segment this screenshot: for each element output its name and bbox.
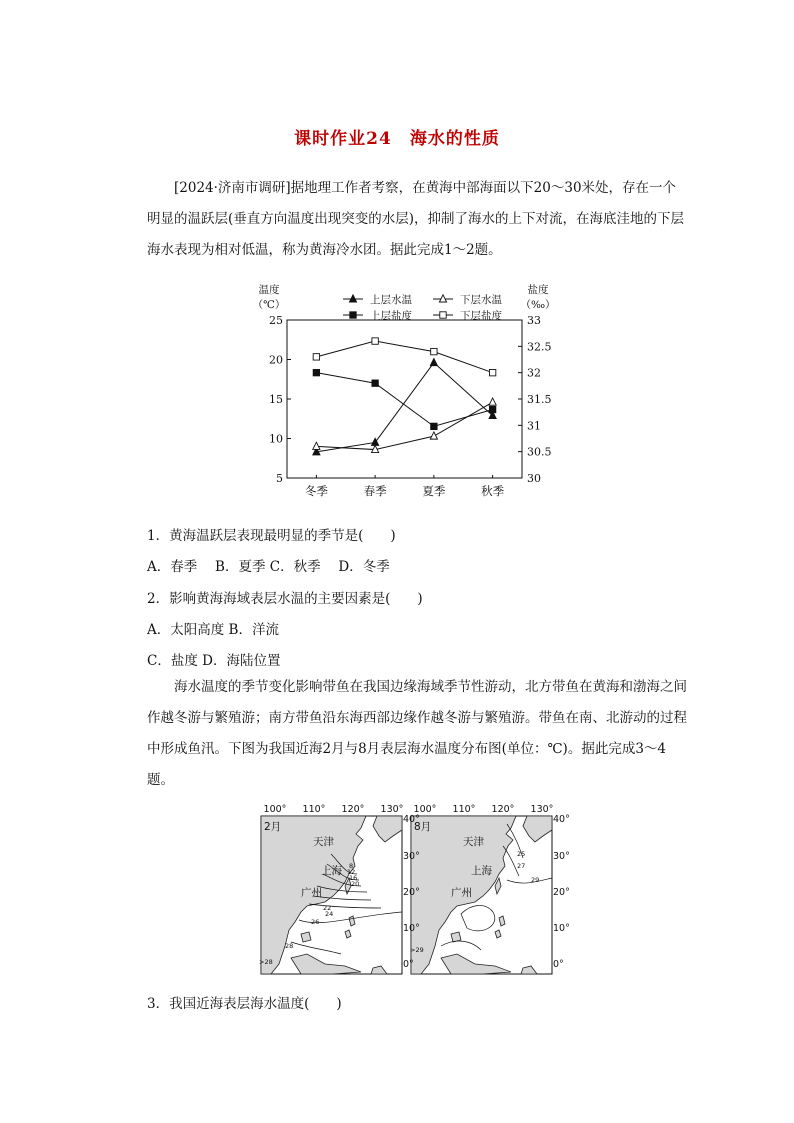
longitude-label: 100° bbox=[413, 804, 437, 815]
series-上层水温 bbox=[313, 358, 496, 454]
data-point bbox=[430, 432, 437, 439]
left-axis-title: 温度 bbox=[258, 284, 280, 296]
city-label: 天津 bbox=[313, 836, 334, 848]
right-tick-label: 30 bbox=[527, 472, 541, 485]
city-label: 上海 bbox=[471, 865, 492, 877]
legend-marker bbox=[440, 312, 446, 318]
longitude-label: 120° bbox=[341, 804, 365, 815]
question-2-options-a: A．太阳高度 B．洋流 bbox=[147, 622, 279, 638]
x-tick-label: 冬季 bbox=[304, 484, 328, 498]
legend-label: 上层盐度 bbox=[370, 310, 412, 322]
isotherm-label: 22 bbox=[323, 904, 332, 912]
intro-paragraph-1: [2024·济南市调研]据地理工作者考察，在黄海中部海面以下20～30米处，存在一个明显的温跃层(垂直方向温度出现突变的水层)，抑制了海水的上下对流，在海底洼地的下层海水表现为相对低温，称为黄海冷水团。据此完成1～2题。 bbox=[147, 180, 685, 258]
longitude-label: 130° bbox=[530, 804, 554, 815]
isotherm-label: 28 bbox=[285, 942, 294, 950]
chart-series bbox=[313, 338, 496, 455]
isotherm-label: 16 bbox=[349, 874, 358, 882]
legend-marker bbox=[350, 312, 356, 318]
isotherm-label: 29 bbox=[531, 876, 540, 884]
legend-label: 下层水温 bbox=[460, 294, 502, 306]
longitude-label: 100° bbox=[263, 804, 287, 815]
right-tick-label: 33 bbox=[527, 314, 541, 327]
data-point bbox=[431, 423, 437, 429]
latitude-label: 40° bbox=[403, 814, 420, 825]
latitude-label: 30° bbox=[553, 851, 570, 862]
question-2-options-b: C．盐度 D．海陆位置 bbox=[147, 653, 281, 669]
x-tick-label: 秋季 bbox=[481, 484, 505, 498]
isotherm-label: >28 bbox=[259, 958, 273, 966]
legend-item bbox=[343, 293, 412, 306]
right-axis-title: 盐度 bbox=[527, 284, 549, 296]
intro-paragraph-2: 海水温度的季节变化影响带鱼在我国边缘海域季节性游动，北方带鱼在黄海和渤海之间作越冬游与繁殖游；南方带鱼沿东海西部边缘作越冬游与繁殖游。带鱼在南、北游动的过程中形成鱼汛。下图为我国近海2月与8月表层海水温度分布图(单位：℃)。据此完成3～4题。 bbox=[147, 679, 687, 788]
legend-item bbox=[433, 293, 502, 306]
data-point bbox=[313, 354, 319, 360]
x-tick-label: 春季 bbox=[363, 484, 387, 498]
latitude-label: 0° bbox=[553, 959, 564, 970]
left-tick-label: 15 bbox=[269, 393, 283, 406]
question-1-options: A．春季 B．夏季 C．秋季 D．冬季 bbox=[147, 559, 390, 575]
isotherm-label: 27 bbox=[517, 862, 526, 870]
legend-marker bbox=[439, 295, 446, 302]
latitude-label: 40° bbox=[553, 814, 570, 825]
right-axis-unit: （‰） bbox=[520, 299, 556, 311]
map-month-label: 8月 bbox=[414, 821, 432, 833]
right-tick-label: 32 bbox=[527, 366, 541, 380]
data-point bbox=[313, 442, 320, 449]
left-axis-unit: （℃） bbox=[252, 299, 286, 311]
city-label: 天津 bbox=[463, 836, 484, 848]
series-下层盐度 bbox=[313, 338, 496, 376]
latitude-label: 10° bbox=[403, 923, 420, 934]
isotherm-label: 20 bbox=[351, 880, 360, 888]
question-1: 1．黄海温跃层表现最明显的季节是( ) bbox=[147, 528, 396, 544]
data-point bbox=[489, 406, 495, 412]
data-point bbox=[431, 348, 437, 354]
data-point bbox=[489, 398, 496, 405]
sea-temperature-maps bbox=[255, 802, 570, 978]
city-label: 广州 bbox=[301, 887, 322, 899]
left-tick-label: 5 bbox=[276, 472, 283, 485]
plot-frame bbox=[287, 320, 522, 478]
series-下层水温 bbox=[313, 398, 496, 453]
question-3: 3．我国近海表层海水温度( ) bbox=[147, 996, 342, 1012]
legend-label: 下层盐度 bbox=[460, 310, 502, 322]
right-tick-label: 31 bbox=[527, 419, 541, 433]
series-line bbox=[316, 373, 492, 427]
data-point bbox=[313, 369, 319, 375]
page-title: 课时作业24 海水的性质 bbox=[294, 129, 500, 149]
question-2: 2．影响黄海海域表层水温的主要因素是( ) bbox=[147, 591, 423, 607]
latitude-label: 0° bbox=[403, 959, 414, 970]
series-上层盐度 bbox=[313, 369, 496, 429]
data-point bbox=[430, 358, 437, 365]
water-temp-salinity-chart bbox=[252, 282, 556, 504]
longitude-label: 110° bbox=[452, 804, 476, 815]
left-tick-label: 10 bbox=[269, 432, 283, 446]
legend-marker bbox=[349, 295, 356, 302]
latitude-label: 20° bbox=[553, 887, 570, 898]
data-point bbox=[372, 338, 378, 344]
isotherm-label: 8 bbox=[349, 862, 354, 870]
latitude-label: 10° bbox=[553, 923, 570, 934]
latitude-label: 30° bbox=[403, 851, 420, 862]
isotherm-label: >29 bbox=[410, 946, 424, 954]
city-label: 上海 bbox=[321, 865, 342, 877]
longitude-label: 130° bbox=[380, 804, 404, 815]
longitude-label: 120° bbox=[491, 804, 515, 815]
longitude-label: 110° bbox=[302, 804, 326, 815]
right-tick-label: 32.5 bbox=[527, 340, 552, 354]
right-tick-label: 31.5 bbox=[527, 393, 552, 406]
isotherm-label: 12 bbox=[347, 868, 356, 876]
chart-legend bbox=[343, 293, 502, 322]
legend-label: 上层水温 bbox=[370, 294, 412, 306]
right-tick-label: 30.5 bbox=[527, 445, 552, 459]
left-tick-label: 20 bbox=[269, 353, 283, 367]
x-tick-label: 夏季 bbox=[422, 484, 446, 498]
isotherm-label: 26 bbox=[311, 918, 320, 926]
series-line bbox=[316, 363, 492, 452]
city-label: 广州 bbox=[451, 887, 472, 899]
left-tick-label: 25 bbox=[269, 314, 283, 327]
map-month-label: 2月 bbox=[264, 821, 282, 833]
latitude-label: 20° bbox=[403, 887, 420, 898]
data-point bbox=[372, 380, 378, 386]
series-line bbox=[316, 402, 492, 449]
data-point bbox=[489, 369, 495, 375]
isotherm-label: 24 bbox=[325, 910, 334, 918]
isotherm-label: 25 bbox=[517, 850, 526, 858]
series-line bbox=[316, 341, 492, 373]
